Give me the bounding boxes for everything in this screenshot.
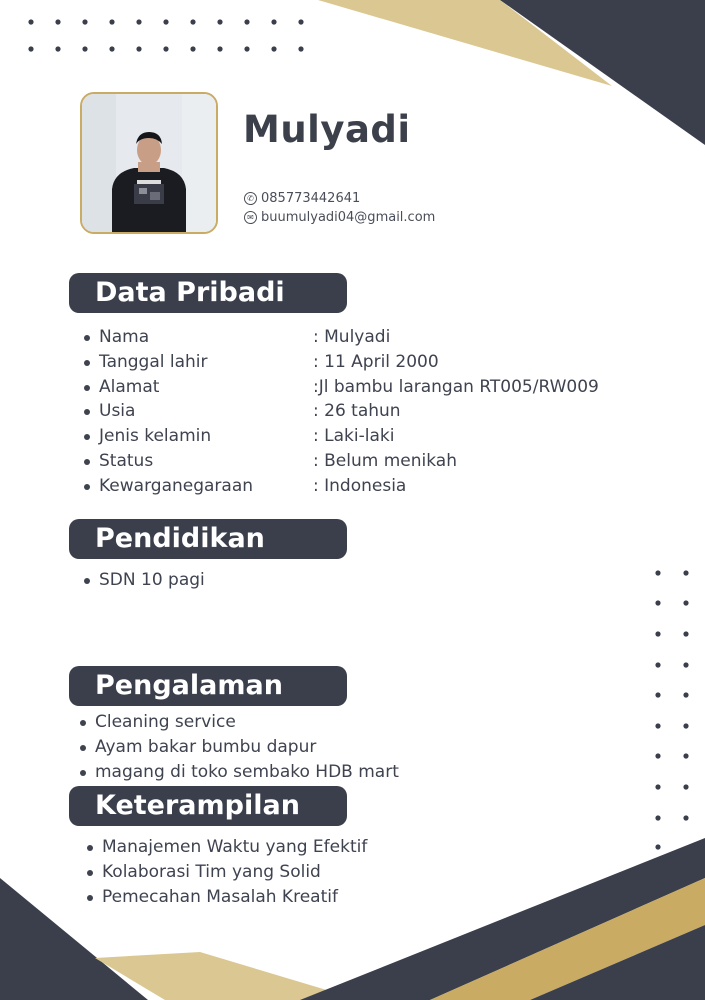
top-navy-shape <box>500 0 705 145</box>
dot-pattern-top <box>20 14 320 58</box>
section-header-data-pribadi: Data Pribadi <box>69 273 347 313</box>
dot-pattern-right <box>645 563 701 853</box>
email-contact <box>244 210 435 225</box>
section-header-keterampilan: Keterampilan <box>69 786 347 826</box>
cv-page: Mulyadi ✆ 085773442641 ✉ buumulyadi04@gmail.com Data Pribadi Nama : Mulyadi Tanggal lahir : 11 April 2000 Alamat :Jl bambu larangan RT005/RW009 Usia : 26 tahun Jenis kelamin : Laki-laki Status : Belum menikah Kewarganegaraan : Indonesia Pendidikan SDN 10 pagi Pengalaman Cleaning service Ayam bakar bumbu dapur magang di toko sembako HDB mart Keterampilan Manajemen Waktu yang Efektif Kolaborasi Tim yang Solid Pemecahan Masalah Kreatif <box>0 0 705 1000</box>
phone-contact <box>244 191 360 206</box>
person-illustration <box>82 94 216 232</box>
email-address: buumulyadi04@gmail.com <box>261 210 436 225</box>
phone-icon: ✆ <box>244 192 257 205</box>
profile-photo <box>80 92 218 234</box>
section-header-pendidikan: Pendidikan <box>69 519 347 559</box>
email-icon: ✉ <box>244 211 257 224</box>
phone-number: 085773442641 <box>261 191 361 206</box>
section-header-pengalaman: Pengalaman <box>69 666 347 706</box>
person-name: Mulyadi <box>243 108 411 151</box>
